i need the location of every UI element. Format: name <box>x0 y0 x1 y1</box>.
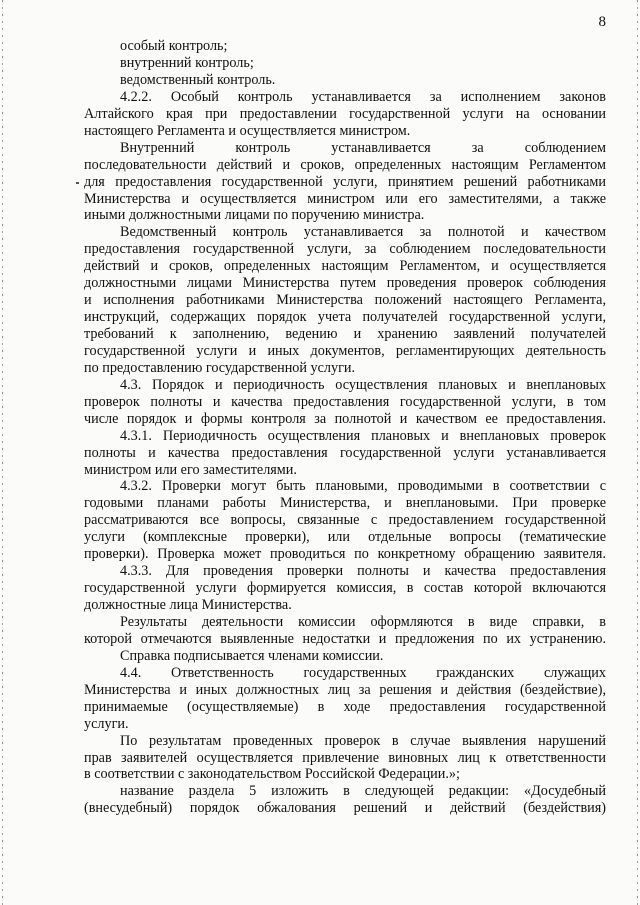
text-line: требований к заполнению, ведению и хранению заявлений получателей <box>84 326 606 343</box>
text-line: предоставления государственной услуги, за соблюдением последовательности <box>84 241 606 258</box>
text-line: 4.3.2. Проверки могут быть плановыми, проводимыми в соответствии с <box>120 478 606 495</box>
text-line: по предоставлению государственной услуги. <box>84 359 356 376</box>
text-line: государственной услуги формируется комиссия, в состав которой включаются <box>84 580 606 597</box>
text-line: в соответствии с законодательством Российской Федерации.»; <box>84 766 460 783</box>
text-line: ведомственный контроль. <box>120 71 276 88</box>
text-line: должностными лицами Министерства путем проведения проверок соблюдения <box>84 275 606 292</box>
text-line: Справка подписывается членами комиссии. <box>120 647 384 664</box>
text-line: принимаемые (осуществляемые) в ходе предоставления государственной <box>84 698 606 715</box>
text-line: 4.3.3. Для проведения проверки полноты и качества предоставления <box>120 563 606 580</box>
text-line: Результаты деятельности комиссии оформляются в виде справки, в <box>120 614 606 630</box>
text-line: полноты и качества предоставления государственной услуги устанавливается <box>84 444 606 461</box>
text-line: настоящего Регламента и осуществляется министром. <box>84 122 411 139</box>
text-line: 4.2.2. Особый контроль устанавливается за исполнением законов <box>120 88 606 105</box>
text-line: Ведомственный контроль устанавливается за полнотой и качеством <box>120 224 606 241</box>
text-line: особый контроль; <box>120 38 228 54</box>
text-line: министром или его заместителями. <box>84 461 297 478</box>
text-line: рассматриваются все вопросы, связанные с предоставлением государственной <box>84 512 606 529</box>
text-line: которой отмечаются выявленные недостатки и предложения по их устранению. <box>84 630 606 647</box>
text-line: числе порядок и формы контроля за полнотой и качеством ее предоставления. <box>84 410 606 427</box>
scan-left-edge <box>2 0 3 905</box>
text-line: должностные лица Министерства. <box>84 597 292 614</box>
text-line: и исполнения работниками Министерства положений настоящего Регламента, <box>84 292 606 309</box>
text-line: Министерства и осуществляется министром или его заместителями, а также <box>84 190 606 207</box>
text-line: прав заявителей осуществляется привлечение виновных лиц к ответственности <box>84 749 606 766</box>
text-line: услуги (комплексные проверки), или отдельные вопросы (тематические <box>84 529 606 546</box>
text-line: для предоставления государственной услуги, принятием решений работниками <box>84 173 606 190</box>
text-line: Министерства и иных должностных лиц за решения и действия (бездействие), <box>84 681 606 698</box>
text-line: последовательности действий и сроков, определенных настоящим Регламентом <box>84 156 606 173</box>
text-line: 4.4. Ответственность государственных гражданских служащих <box>120 664 606 681</box>
body-text <box>84 38 606 817</box>
text-line: проверки). Проверка может проводиться по конкретному обращению заявителя. <box>84 546 606 563</box>
text-line: годовыми планами работы Министерства, и внеплановыми. При проверке <box>84 495 606 512</box>
text-line: проверок полноты и качества предоставления государственной услуги, в том <box>84 393 606 410</box>
text-line: государственной услуги и иных документов, регламентирующих деятельность <box>84 342 606 359</box>
text-line: 4.3. Порядок и периодичность осуществления плановых и внеплановых <box>120 376 606 393</box>
text-line: По результатам проведенных проверок в случае выявления нарушений <box>120 732 606 749</box>
text-line: (внесудебный) порядок обжалования решений и действий (бездействия) <box>84 800 606 817</box>
text-line: Внутренний контроль устанавливается за соблюдением <box>120 139 606 156</box>
scan-right-edge <box>637 0 638 905</box>
text-line: название раздела 5 изложить в следующей редакции: «Досудебный <box>120 783 606 800</box>
text-line: Алтайского края при предоставлении государственной услуги на основании <box>84 105 606 122</box>
text-line: услуги. <box>84 715 129 732</box>
text-line: действий и сроков, определенных настоящим Регламентом, и осуществляется <box>84 258 606 275</box>
scan-mark <box>76 182 79 184</box>
text-line: инструкций, содержащих порядок учета получателей государственной услуги, <box>84 309 606 326</box>
text-line: иными должностными лицами по поручению министра. <box>84 207 425 224</box>
page-number: 8 <box>598 14 606 30</box>
text-line: внутренний контроль; <box>120 54 254 71</box>
text-line: 4.3.1. Периодичность осуществления плановых и внеплановых проверок <box>120 427 606 444</box>
